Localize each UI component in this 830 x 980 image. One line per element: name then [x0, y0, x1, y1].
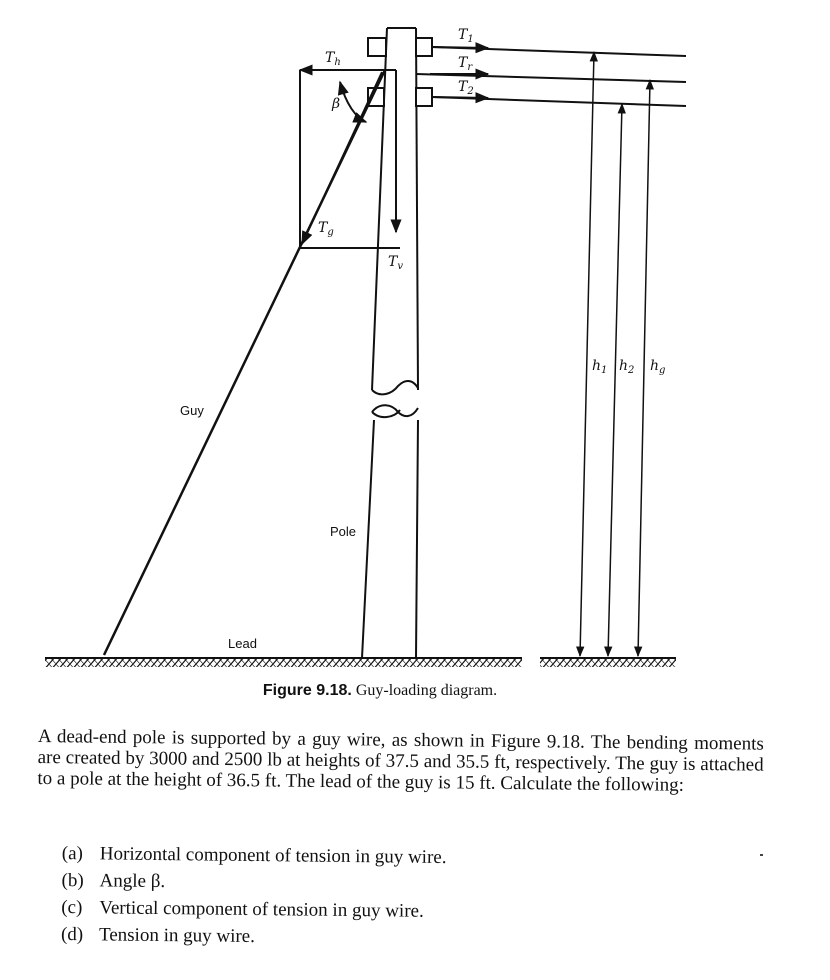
stray-mark — [760, 854, 763, 856]
part-d-letter: (d) — [60, 923, 84, 946]
label-hg: $h_g$ — [650, 358, 666, 376]
height-dimensions — [580, 52, 650, 656]
label-t1: $T_1$ — [458, 27, 474, 45]
problem-parts — [61, 840, 702, 955]
figure-caption-text: Guy-loading diagram. — [355, 682, 498, 699]
figure-number: Figure 9.18. — [262, 682, 352, 699]
part-c-letter: (c) — [61, 896, 83, 919]
part-a-text: Horizontal component of tension in guy wire. — [99, 843, 447, 869]
label-tg: $T_g$ — [318, 220, 334, 238]
label-h2: $h_2$ — [619, 358, 635, 376]
label-t2: $T_2$ — [458, 79, 474, 97]
guy-wire — [104, 70, 385, 655]
label-pole: Pole — [330, 524, 357, 539]
label-tv: $T_v$ — [388, 254, 403, 272]
ground-left — [45, 658, 522, 667]
part-b-text: Angle β. — [99, 870, 166, 893]
ground-right — [540, 658, 676, 667]
label-beta: β — [332, 96, 341, 112]
part-a-letter: (a) — [61, 842, 84, 865]
label-lead: Lead — [228, 636, 257, 651]
problem-statement: A dead-end pole is supported by a guy wire, as shown in Figure 9.18. The bending moments are created by 3000 and 2500 lb at heights of 37.5 and 35.5 ft, respectively. The guy is attached to a pole at the height of 36.5 ft. The lead of the guy is 15 ft. Calculate the following: — [37, 726, 764, 796]
insulators — [368, 38, 432, 106]
part-d-text: Tension in guy wire. — [98, 924, 256, 948]
label-guy: Guy — [180, 403, 204, 418]
label-tr: $T_r$ — [458, 55, 473, 73]
part-b-letter: (b) — [61, 869, 84, 892]
part-d — [61, 921, 701, 955]
conductors — [416, 47, 686, 106]
label-th: $T_h$ — [325, 50, 341, 68]
pole — [362, 28, 418, 658]
label-h1: $h_1$ — [592, 358, 608, 376]
part-c-text: Vertical component of tension in guy wire. — [99, 897, 424, 922]
figure-caption — [0, 682, 760, 700]
